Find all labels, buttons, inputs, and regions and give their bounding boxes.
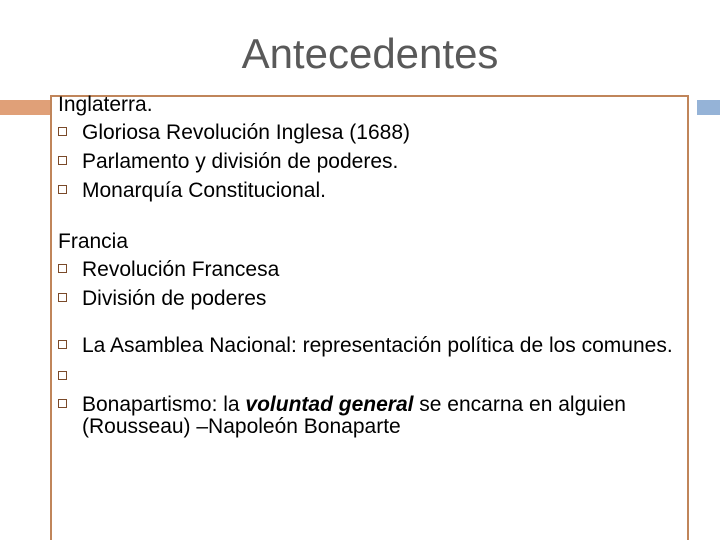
emphasis-text: voluntad general bbox=[245, 393, 414, 416]
list-item-text: Gloriosa Revolución Inglesa (1688) bbox=[82, 121, 411, 144]
list-item-text: Bonapartismo: la voluntad general se encarna en alguien (Rousseau) –Napoleón Bonaparte bbox=[82, 393, 626, 438]
hollow-square-icon bbox=[58, 127, 67, 136]
list-item-text: División de poderes bbox=[82, 287, 267, 310]
hollow-square-icon bbox=[58, 340, 67, 349]
hollow-square-icon bbox=[58, 185, 67, 194]
list-item-empty bbox=[58, 364, 688, 394]
section-heading-inglaterra: Inglaterra. bbox=[58, 93, 153, 116]
hollow-square-icon bbox=[58, 264, 67, 273]
hollow-square-icon bbox=[58, 156, 67, 165]
list-item bbox=[58, 286, 688, 315]
list-item-text: Parlamento y división de poderes. bbox=[82, 150, 399, 173]
slide-title: Antecedentes bbox=[241, 30, 499, 77]
list-item-text: Monarquía Constitucional. bbox=[82, 179, 326, 202]
hollow-square-icon bbox=[58, 293, 67, 302]
list-item bbox=[58, 178, 688, 207]
hollow-square-icon bbox=[58, 371, 67, 380]
list-item-text: Revolución Francesa bbox=[82, 258, 280, 281]
list-item bbox=[58, 394, 688, 438]
list-item bbox=[58, 120, 688, 149]
list-item bbox=[58, 257, 688, 286]
list-item bbox=[58, 149, 688, 178]
accent-bar-right bbox=[697, 100, 720, 115]
accent-bar-left bbox=[0, 100, 52, 115]
list-item-text: La Asamblea Nacional: representación política de los comunes. bbox=[82, 334, 673, 357]
slide-content bbox=[58, 92, 688, 438]
hollow-square-icon bbox=[58, 399, 67, 408]
list-item bbox=[58, 335, 688, 364]
section-heading-francia: Francia bbox=[58, 230, 129, 253]
